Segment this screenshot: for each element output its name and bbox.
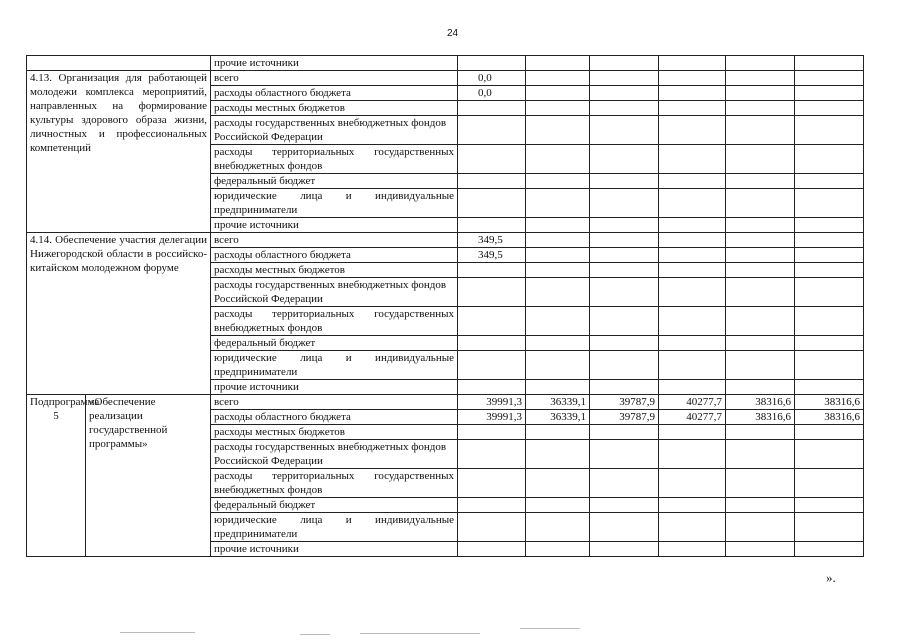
value-cell xyxy=(795,469,864,498)
value-cell xyxy=(795,263,864,278)
value-cell xyxy=(526,307,590,336)
value-cell xyxy=(458,542,526,557)
value-cell xyxy=(590,469,659,498)
value-cell xyxy=(590,189,659,218)
value-cell xyxy=(795,101,864,116)
measure-description: 4.13. Организация для работающей молодежи комплекса мероприятий, направленных на формирование культуры здорового образа жизни, личностных и профессиональных компетенций xyxy=(27,71,211,233)
scan-artifact xyxy=(120,632,195,633)
value-cell xyxy=(726,116,795,145)
value-cell xyxy=(590,101,659,116)
value-cell xyxy=(726,71,795,86)
value-cell xyxy=(726,248,795,263)
value-cell xyxy=(458,174,526,189)
value-cell xyxy=(795,513,864,542)
value-cell: 39787,9 xyxy=(590,395,659,410)
source-cell: всего xyxy=(211,395,458,410)
value-cell xyxy=(726,233,795,248)
scan-artifact xyxy=(360,633,480,634)
value-cell xyxy=(659,56,726,71)
value-cell xyxy=(590,380,659,395)
value-cell xyxy=(726,380,795,395)
closing-quote: ». xyxy=(826,570,836,585)
subprogram-code: Подпрограмма 5 xyxy=(27,395,86,557)
value-cell xyxy=(726,469,795,498)
value-cell xyxy=(795,380,864,395)
value-cell xyxy=(590,278,659,307)
value-cell xyxy=(590,542,659,557)
value-cell xyxy=(726,101,795,116)
value-cell: 36339,1 xyxy=(526,395,590,410)
value-cell xyxy=(726,336,795,351)
table-row xyxy=(27,395,864,410)
source-cell: расходы местных бюджетов xyxy=(211,425,458,440)
value-cell xyxy=(526,513,590,542)
value-cell xyxy=(795,248,864,263)
value-cell xyxy=(659,336,726,351)
value-cell xyxy=(458,218,526,233)
value-cell xyxy=(590,56,659,71)
value-cell xyxy=(659,513,726,542)
value-cell xyxy=(526,278,590,307)
page-number: 24 xyxy=(446,28,459,39)
source-cell: прочие источники xyxy=(211,542,458,557)
measure-description: 4.14. Обеспечение участия делегации Нижегородской области в российско-китайском молодежном форуме xyxy=(27,233,211,395)
value-cell: 39991,3 xyxy=(458,410,526,425)
value-cell xyxy=(590,71,659,86)
value-cell xyxy=(590,351,659,380)
value-cell xyxy=(795,145,864,174)
value-cell xyxy=(458,498,526,513)
value-cell xyxy=(590,336,659,351)
value-cell xyxy=(526,469,590,498)
source-cell: юридические лица и индивидуальные предприниматели xyxy=(211,189,458,218)
value-cell xyxy=(726,307,795,336)
value-cell xyxy=(526,218,590,233)
source-cell: всего xyxy=(211,233,458,248)
value-cell: 38316,6 xyxy=(795,395,864,410)
value-cell xyxy=(526,336,590,351)
source-cell: прочие источники xyxy=(211,56,458,71)
value-cell xyxy=(795,189,864,218)
value-cell xyxy=(526,351,590,380)
source-cell: прочие источники xyxy=(211,380,458,395)
value-cell xyxy=(526,380,590,395)
value-cell xyxy=(726,425,795,440)
value-cell xyxy=(795,425,864,440)
value-cell xyxy=(726,174,795,189)
value-cell xyxy=(659,440,726,469)
value-cell xyxy=(590,248,659,263)
scan-artifact xyxy=(520,628,580,629)
value-cell xyxy=(458,380,526,395)
source-cell: расходы областного бюджета xyxy=(211,86,458,101)
value-cell xyxy=(795,86,864,101)
value-cell xyxy=(458,307,526,336)
value-cell xyxy=(726,513,795,542)
source-cell: расходы государственных внебюджетных фондов Российской Федерации xyxy=(211,116,458,145)
value-cell xyxy=(659,116,726,145)
value-cell xyxy=(526,263,590,278)
value-cell xyxy=(526,498,590,513)
value-cell xyxy=(659,86,726,101)
value-cell: 38316,6 xyxy=(726,410,795,425)
value-cell xyxy=(726,86,795,101)
value-cell xyxy=(726,278,795,307)
value-cell xyxy=(795,542,864,557)
table-row xyxy=(27,71,864,86)
value-cell xyxy=(526,56,590,71)
value-cell xyxy=(795,233,864,248)
value-cell xyxy=(726,145,795,174)
value-cell xyxy=(726,56,795,71)
value-cell xyxy=(795,336,864,351)
value-cell xyxy=(458,440,526,469)
value-cell xyxy=(526,174,590,189)
value-cell xyxy=(659,101,726,116)
value-cell: 349,5 xyxy=(458,248,526,263)
value-cell: 39787,9 xyxy=(590,410,659,425)
source-cell: юридические лица и индивидуальные предприниматели xyxy=(211,513,458,542)
value-cell xyxy=(795,116,864,145)
source-cell: расходы территориальных государственных внебюджетных фондов xyxy=(211,469,458,498)
value-cell xyxy=(590,425,659,440)
value-cell xyxy=(526,233,590,248)
value-cell xyxy=(590,513,659,542)
value-cell xyxy=(458,351,526,380)
value-cell xyxy=(795,56,864,71)
value-cell xyxy=(726,263,795,278)
value-cell xyxy=(458,278,526,307)
value-cell xyxy=(590,145,659,174)
value-cell xyxy=(659,425,726,440)
source-cell: расходы областного бюджета xyxy=(211,410,458,425)
value-cell: 40277,7 xyxy=(659,395,726,410)
source-cell: расходы государственных внебюджетных фондов Российской Федерации xyxy=(211,440,458,469)
table-row xyxy=(27,233,864,248)
value-cell xyxy=(795,351,864,380)
value-cell: 38316,6 xyxy=(795,410,864,425)
table-row xyxy=(27,56,864,71)
value-cell: 0,0 xyxy=(458,71,526,86)
value-cell xyxy=(590,233,659,248)
value-cell xyxy=(659,351,726,380)
value-cell xyxy=(526,116,590,145)
value-cell xyxy=(458,116,526,145)
source-cell: расходы местных бюджетов xyxy=(211,101,458,116)
subprogram-name: «Обеспечение реализации государственной программы» xyxy=(86,395,211,557)
source-cell: расходы местных бюджетов xyxy=(211,263,458,278)
value-cell xyxy=(526,440,590,469)
source-cell: федеральный бюджет xyxy=(211,336,458,351)
value-cell: 40277,7 xyxy=(659,410,726,425)
source-cell: расходы государственных внебюджетных фондов Российской Федерации xyxy=(211,278,458,307)
value-cell xyxy=(526,542,590,557)
value-cell xyxy=(526,86,590,101)
value-cell: 349,5 xyxy=(458,233,526,248)
value-cell xyxy=(726,189,795,218)
value-cell xyxy=(526,101,590,116)
value-cell xyxy=(526,145,590,174)
value-cell xyxy=(795,278,864,307)
source-cell: расходы территориальных государственных внебюджетных фондов xyxy=(211,307,458,336)
empty-cell xyxy=(27,56,211,71)
value-cell xyxy=(526,248,590,263)
value-cell xyxy=(590,86,659,101)
value-cell xyxy=(458,263,526,278)
value-cell xyxy=(590,307,659,336)
value-cell xyxy=(795,307,864,336)
value-cell xyxy=(590,263,659,278)
value-cell xyxy=(458,469,526,498)
value-cell xyxy=(659,174,726,189)
value-cell xyxy=(659,263,726,278)
source-cell: федеральный бюджет xyxy=(211,174,458,189)
value-cell xyxy=(659,189,726,218)
value-cell xyxy=(659,71,726,86)
value-cell xyxy=(458,513,526,542)
value-cell xyxy=(659,307,726,336)
value-cell xyxy=(659,380,726,395)
value-cell xyxy=(659,498,726,513)
value-cell xyxy=(795,498,864,513)
value-cell xyxy=(795,440,864,469)
value-cell xyxy=(659,145,726,174)
value-cell xyxy=(526,425,590,440)
value-cell xyxy=(458,56,526,71)
value-cell xyxy=(795,218,864,233)
source-cell: юридические лица и индивидуальные предприниматели xyxy=(211,351,458,380)
value-cell xyxy=(590,218,659,233)
value-cell xyxy=(726,498,795,513)
source-cell: всего xyxy=(211,71,458,86)
value-cell xyxy=(659,233,726,248)
value-cell xyxy=(458,336,526,351)
value-cell xyxy=(795,174,864,189)
budget-table xyxy=(26,55,864,557)
value-cell xyxy=(458,425,526,440)
source-cell: расходы территориальных государственных внебюджетных фондов xyxy=(211,145,458,174)
scan-artifact xyxy=(300,634,330,635)
source-cell: прочие источники xyxy=(211,218,458,233)
value-cell xyxy=(726,351,795,380)
value-cell: 0,0 xyxy=(458,86,526,101)
value-cell xyxy=(526,71,590,86)
value-cell xyxy=(590,174,659,189)
value-cell xyxy=(590,498,659,513)
value-cell xyxy=(659,542,726,557)
value-cell xyxy=(458,189,526,218)
value-cell xyxy=(726,542,795,557)
value-cell xyxy=(590,116,659,145)
value-cell: 38316,6 xyxy=(726,395,795,410)
value-cell xyxy=(795,71,864,86)
value-cell xyxy=(458,145,526,174)
value-cell xyxy=(726,218,795,233)
value-cell xyxy=(458,101,526,116)
value-cell: 39991,3 xyxy=(458,395,526,410)
value-cell xyxy=(659,469,726,498)
source-cell: федеральный бюджет xyxy=(211,498,458,513)
source-cell: расходы областного бюджета xyxy=(211,248,458,263)
value-cell xyxy=(659,278,726,307)
value-cell xyxy=(726,440,795,469)
value-cell xyxy=(659,248,726,263)
value-cell xyxy=(590,440,659,469)
value-cell xyxy=(526,189,590,218)
value-cell: 36339,1 xyxy=(526,410,590,425)
value-cell xyxy=(659,218,726,233)
